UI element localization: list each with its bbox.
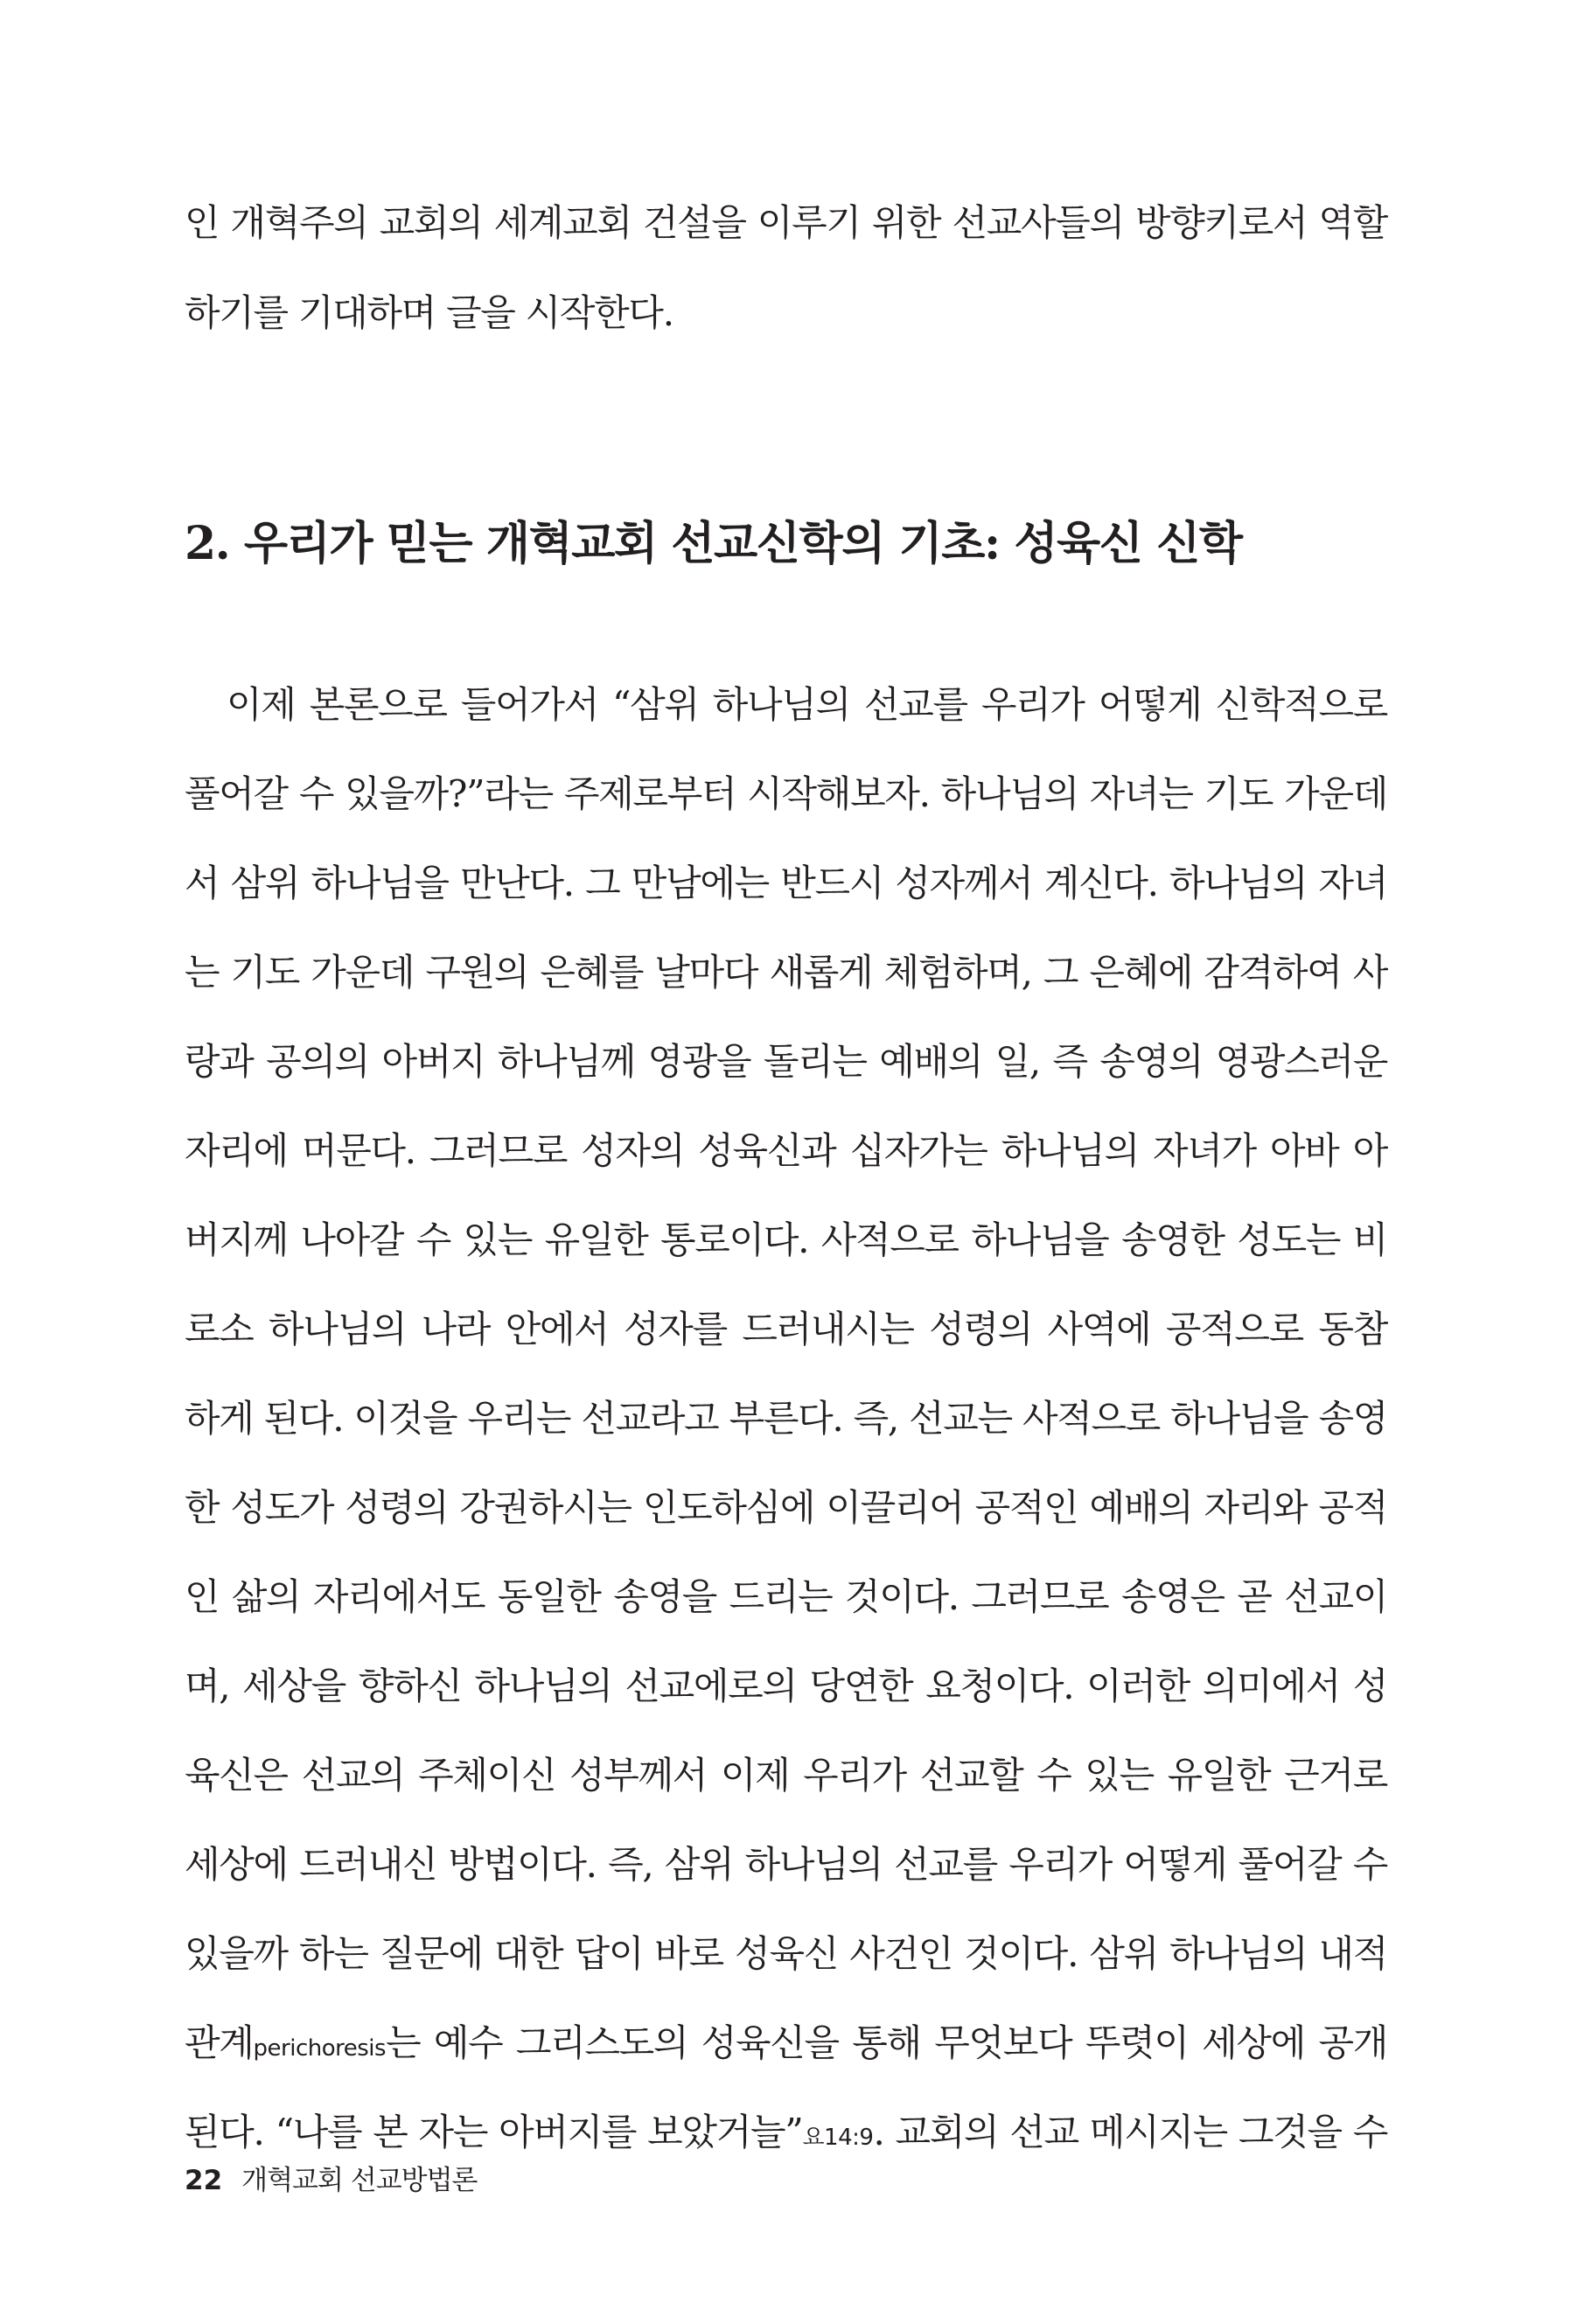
body-line-14: 세상에 드러내신 방법이다. 즉, 삼위 하나님의 선교를 우리가 어떻게 풀어갈 수 [185, 1843, 1387, 1886]
body-line-17-start: 된다. “나를 본 자는 아버지를 보았거늘” [185, 2111, 803, 2153]
page-number: 22 [185, 2165, 223, 2196]
intro-line-2: 하기를 기대하며 글을 시작한다. [185, 291, 673, 334]
body-line-2: 풀어갈 수 있을까?”라는 주제로부터 시작해보자. 하나님의 자녀는 기도 가운데 [185, 772, 1387, 815]
body-line-10: 한 성도가 성령의 강권하시는 인도하심에 이끌리어 공적인 예배의 자리와 공적 [185, 1486, 1387, 1529]
body-line-8: 로소 하나님의 나라 안에서 성자를 드러내시는 성령의 사역에 공적으로 동참 [185, 1308, 1387, 1350]
body-line-7: 버지께 나아갈 수 있는 유일한 통로이다. 사적으로 하나님을 송영한 성도는 비 [185, 1218, 1387, 1261]
scripture-reference: 요14:9 [802, 2125, 874, 2151]
page-footer [185, 2163, 478, 2198]
body-line-6: 자리에 머문다. 그러므로 성자의 성육신과 십자가는 하나님의 자녀가 아바 아 [185, 1129, 1387, 1172]
body-line-11: 인 삶의 자리에서도 동일한 송영을 드리는 것이다. 그러므로 송영은 곧 선교이 [185, 1575, 1387, 1618]
body-line-12: 며, 세상을 향하신 하나님의 선교에로의 당연한 요청이다. 이러한 의미에서 성 [185, 1664, 1387, 1707]
body-line-4: 는 기도 가운데 구원의 은혜를 날마다 새롭게 체험하며, 그 은혜에 감격하여 사 [185, 951, 1387, 994]
body-line-15: 있을까 하는 질문에 대한 답이 바로 성육신 사건인 것이다. 삼위 하나님의 내적 [185, 1932, 1387, 1975]
body-line-16 [185, 2008, 1387, 2078]
body-line-1: 이제 본론으로 들어가서 “삼위 하나님의 선교를 우리가 어떻게 신학적으로 [227, 683, 1387, 726]
body-line-13: 육신은 선교의 주체이신 성부께서 이제 우리가 선교할 수 있는 유일한 근거로 [185, 1754, 1387, 1797]
body-line-16-end: 는 예수 그리스도의 성육신을 통해 무엇보다 뚜렷이 세상에 공개 [386, 2021, 1387, 2064]
greek-term-gloss: perichoresis [253, 2035, 387, 2062]
body-line-16-start: 관계 [185, 2021, 254, 2064]
section-heading: 2. 우리가 믿는 개혁교회 선교신학의 기초: 성육신 신학 [185, 517, 1242, 570]
running-title: 개혁교회 선교방법론 [241, 2165, 478, 2196]
body-line-17 [185, 2097, 1387, 2167]
intro-line-1: 인 개혁주의 교회의 세계교회 건설을 이루기 위한 선교사들의 방향키로서 역할 [185, 201, 1387, 244]
body-line-17-end: . 교회의 선교 메시지는 그것을 수 [873, 2111, 1387, 2153]
body-line-3: 서 삼위 하나님을 만난다. 그 만남에는 반드시 성자께서 계신다. 하나님의 자녀 [185, 862, 1387, 904]
body-line-5: 랑과 공의의 아버지 하나님께 영광을 돌리는 예배의 일, 즉 송영의 영광스러운 [185, 1040, 1387, 1083]
body-line-9: 하게 된다. 이것을 우리는 선교라고 부른다. 즉, 선교는 사적으로 하나님을 송영 [185, 1397, 1387, 1440]
